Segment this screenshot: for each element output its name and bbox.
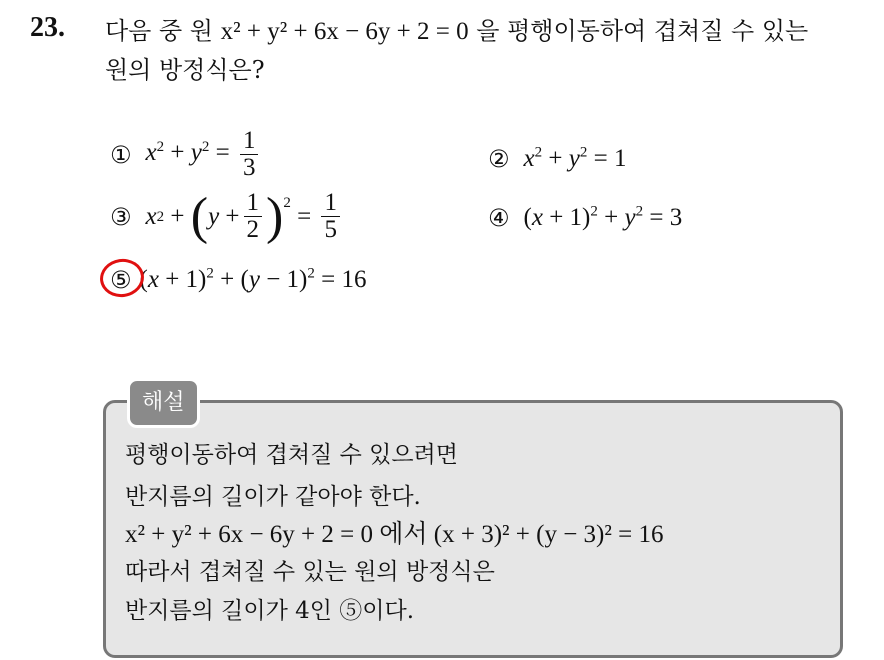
choice-2-number: ②	[488, 145, 510, 173]
choice-3-math: x 2 + ( y + $\frac{1}{2}$ ) $^2$ = $\frac{1}{5}$	[146, 190, 344, 243]
question-text	[105, 12, 865, 89]
choice-1-number: ①	[110, 140, 132, 169]
question-prefix: 다음 중 원	[105, 17, 213, 45]
choice-5[interactable]	[110, 266, 366, 294]
question-suffix: 을 평행이동하여 겹쳐질 수 있는	[476, 17, 809, 45]
choice-1[interactable]	[110, 128, 262, 181]
choice-3[interactable]	[110, 187, 344, 245]
solution-equation: x² + y² + 6x − 6y + 2 = 0 에서 (x + 3)² + (y − 3)² = 16	[125, 521, 664, 548]
choice-3-number: ③	[110, 202, 132, 231]
solution-tag: 해설	[127, 378, 200, 428]
question-number: 23.	[30, 12, 65, 43]
choice-4[interactable]	[488, 204, 682, 232]
solution-line-5: 반지름의 길이가 4인 ⑤이다.	[125, 598, 415, 624]
choice-1-math: $x^2 + y^2$ = $\frac{1}{3}$	[146, 128, 263, 181]
choice-5-math: $(x + 1)^2 + (y - 1)^2 = 16$	[139, 265, 367, 293]
question-line2: 원의 방정식은?	[105, 56, 265, 84]
question-equation: x² + y² + 6x − 6y + 2 = 0	[220, 18, 469, 45]
solution-line-2: 반지름의 길이가 같아야 한다.	[125, 484, 421, 510]
choice-4-math: $(x + 1)^2 + y^2 = 3$	[523, 203, 683, 231]
choice-2[interactable]	[488, 145, 626, 173]
choice-2-math: $x^2 + y^2 = 1$	[523, 144, 627, 172]
solution-line-1: 평행이동하여 겹쳐질 수 있으려면	[125, 442, 458, 468]
choice-4-number: ④	[488, 204, 510, 232]
solution-line-4: 따라서 겹쳐질 수 있는 원의 방정식은	[125, 559, 495, 585]
choice-5-number: ⑤	[110, 266, 132, 294]
solution-line-3	[125, 514, 663, 550]
